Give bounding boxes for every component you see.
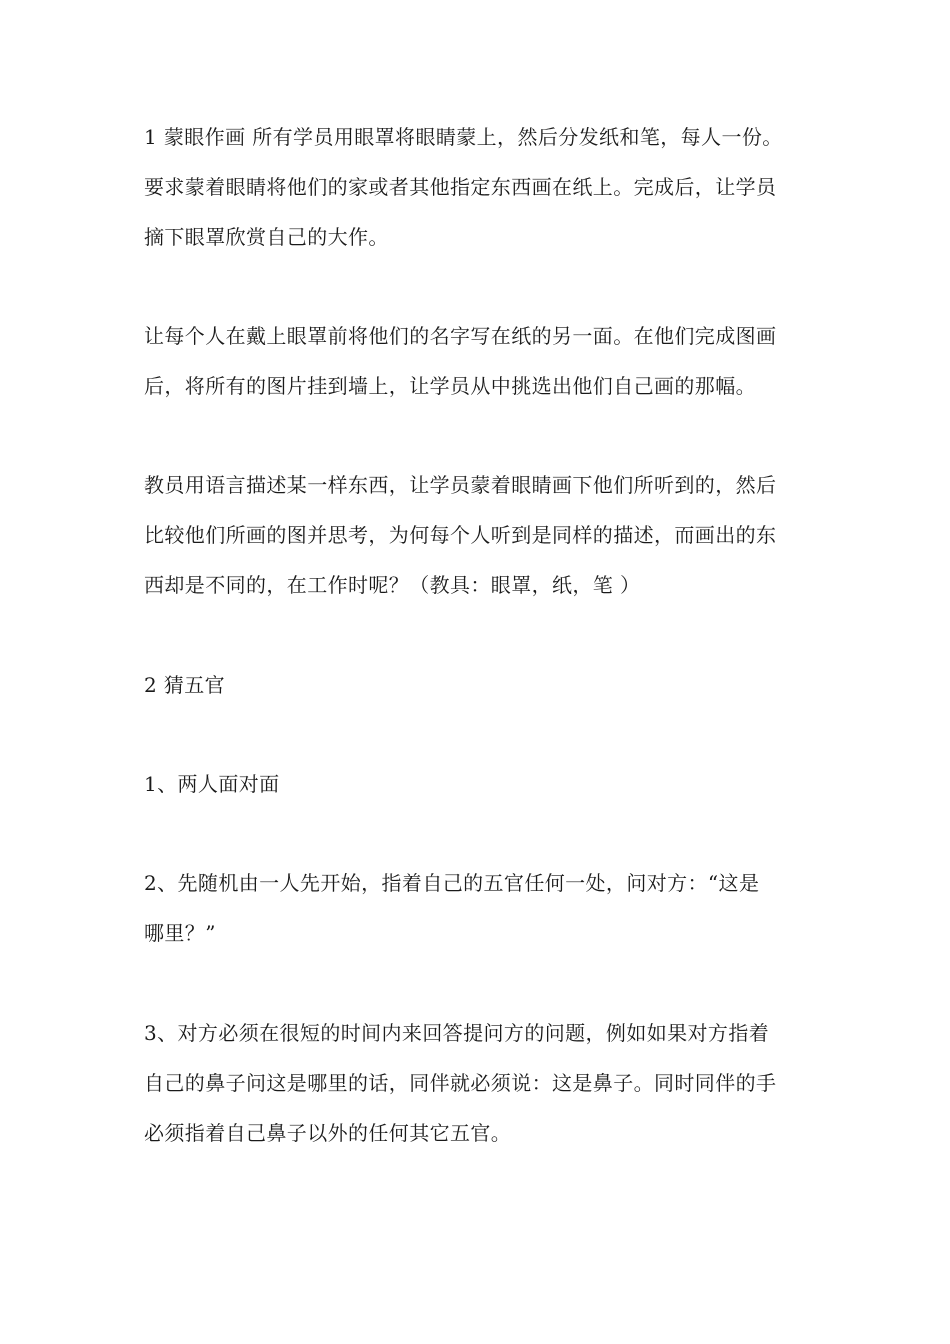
text-line: 让每个人在戴上眼罩前将他们的名字写在纸的另一面。在他们完成图画 [144, 324, 777, 348]
paragraph-verbal-description [144, 460, 816, 610]
text-line: 教员用语言描述某一样东西，让学员蒙着眼睛画下他们所听到的，然后 [144, 473, 777, 497]
text-line: 必须指着自己鼻子以外的任何其它五官。 [144, 1121, 512, 1145]
text-line: 2 猜五官 [144, 673, 226, 697]
text-line: 比较他们所画的图并思考，为何每个人听到是同样的描述，而画出的东 [144, 523, 777, 547]
text-line: 后，将所有的图片挂到墙上，让学员从中挑选出他们自己画的那幅。 [144, 374, 756, 398]
text-line: 3、对方必须在很短的时间内来回答提问方的问题，例如如果对方指着 [144, 1021, 770, 1045]
step-2 [144, 858, 816, 958]
text-line: 哪里？” [144, 921, 216, 945]
text-line: 西却是不同的，在工作时呢？（教具：眼罩，纸，笔 ） [144, 573, 641, 597]
text-line: 自己的鼻子问这是哪里的话，同伴就必须说：这是鼻子。同时同伴的手 [144, 1071, 777, 1095]
text-line: 1、两人面对面 [144, 772, 280, 796]
step-3 [144, 1008, 816, 1158]
text-line: 2、先随机由一人先开始，指着自己的五官任何一处，问对方：“这是 [144, 871, 760, 895]
text-line: 1 蒙眼作画 所有学员用眼罩将眼睛蒙上，然后分发纸和笔，每人一份。 [144, 125, 783, 149]
text-line: 要求蒙着眼睛将他们的家或者其他指定东西画在纸上。完成后，让学员 [144, 175, 777, 199]
step-1 [144, 759, 816, 809]
paragraph-blindfold-drawing [144, 112, 816, 262]
paragraph-name-on-back [144, 311, 816, 411]
text-line: 摘下眼罩欣赏自己的大作。 [144, 225, 389, 249]
heading-guess-facial-features [144, 660, 816, 710]
